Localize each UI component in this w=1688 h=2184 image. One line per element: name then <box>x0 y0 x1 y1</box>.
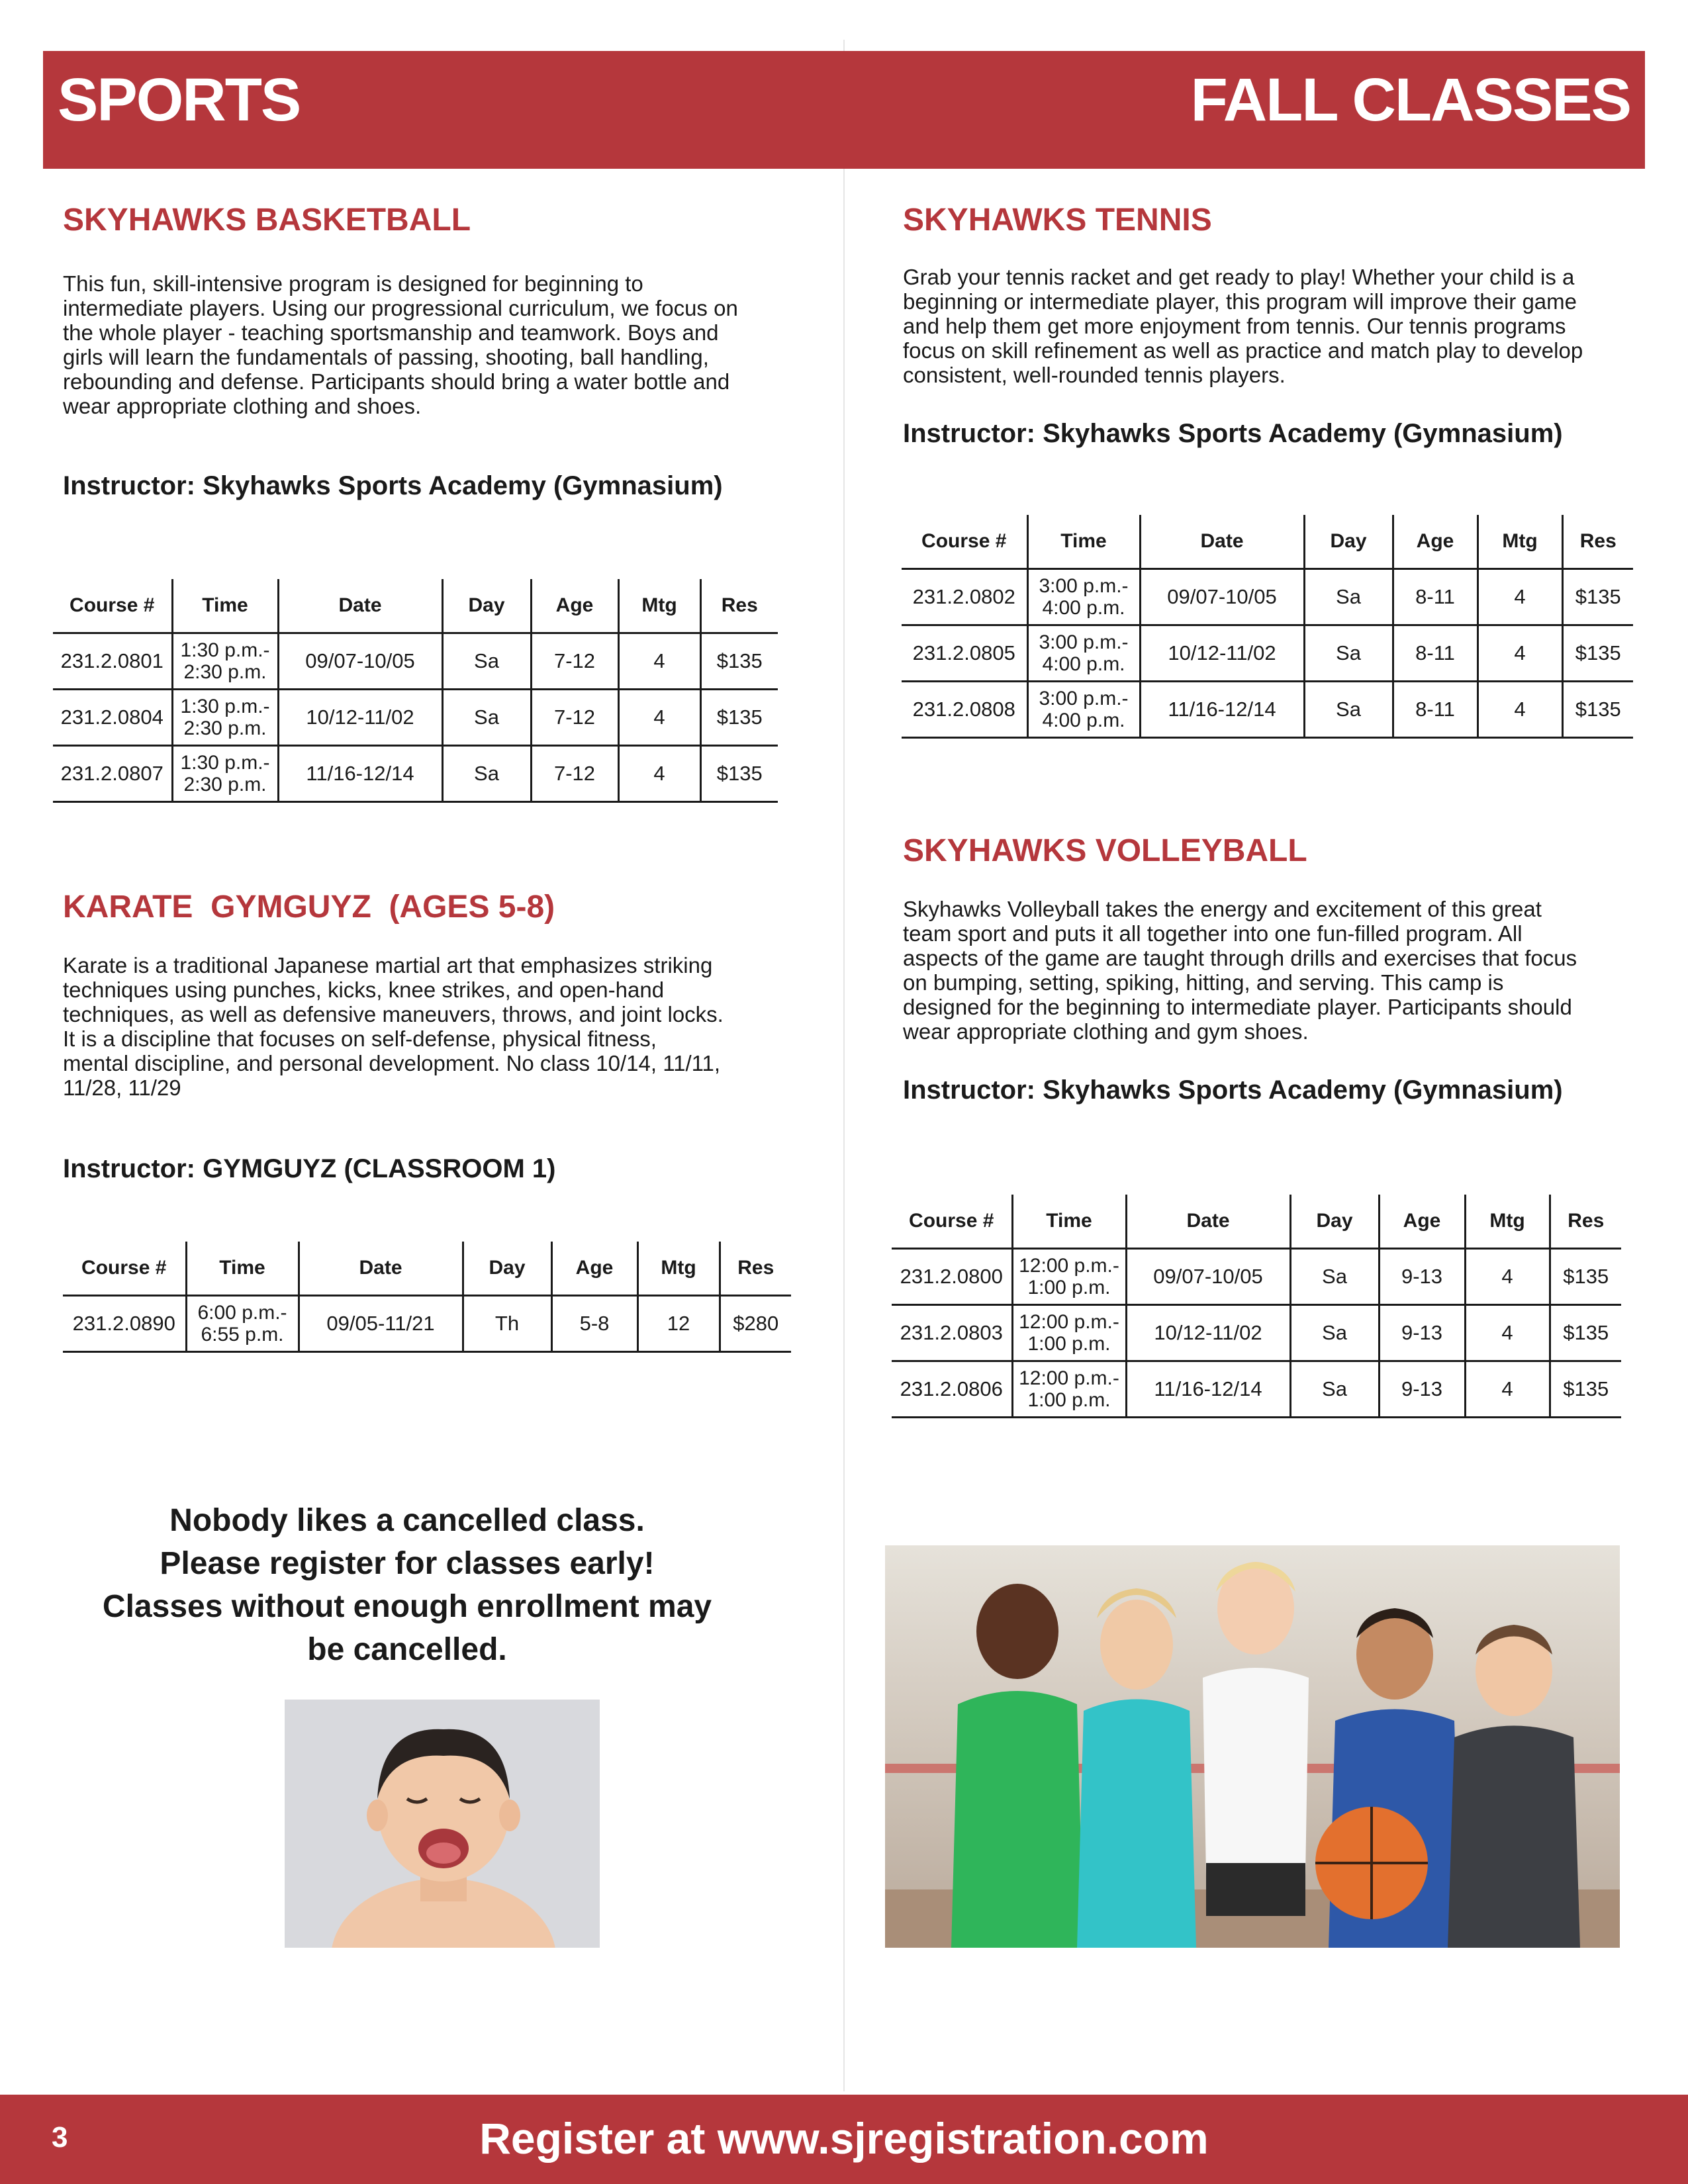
age-cell: 8-11 <box>1393 569 1477 625</box>
day-cell: Sa <box>442 746 531 802</box>
day-cell: Sa <box>1290 1305 1379 1361</box>
mtg-cell: 4 <box>1477 682 1562 738</box>
day-cell: Sa <box>442 690 531 746</box>
date-cell: 10/12-11/02 <box>1126 1305 1290 1361</box>
cancellation-notice <box>66 1499 748 1671</box>
time-end: 2:30 p.m. <box>183 717 267 739</box>
time-cell <box>1012 1249 1126 1305</box>
day-cell: Sa <box>1290 1249 1379 1305</box>
time-cell <box>1027 625 1140 682</box>
volleyball-title: SKYHAWKS VOLLEYBALL <box>903 833 1307 868</box>
res-cell: $135 <box>1550 1249 1621 1305</box>
col-header: Time <box>1012 1195 1126 1249</box>
notice-line: be cancelled. <box>307 1632 507 1667</box>
day-cell: Sa <box>1304 682 1393 738</box>
header-banner <box>43 51 1645 169</box>
col-header: Mtg <box>1465 1195 1550 1249</box>
tennis-description: Grab your tennis racket and get ready to play! Whether your child is a beginning or intermediate player, this program will improve their game and help them get more enjoyment from tennis. Our tennis programs focus on skill refinement as well as practice and match play to develop consistent, well-rounded tennis players. <box>903 265 1583 387</box>
mtg-cell: 4 <box>1477 569 1562 625</box>
time-cell <box>1027 682 1140 738</box>
time-end: 4:00 p.m. <box>1042 709 1125 731</box>
table-header-row <box>892 1195 1621 1249</box>
time-start: 1:30 p.m.- <box>180 639 270 661</box>
col-header: Date <box>1140 515 1304 569</box>
col-header: Mtg <box>1477 515 1562 569</box>
time-cell <box>172 633 278 690</box>
date-cell: 09/07-10/05 <box>1140 569 1304 625</box>
toddler-illustration <box>285 1700 600 1948</box>
col-header: Date <box>278 579 442 633</box>
col-header: Time <box>1027 515 1140 569</box>
course-cell: 231.2.0802 <box>902 569 1027 625</box>
col-header: Day <box>1304 515 1393 569</box>
col-header: Res <box>1562 515 1633 569</box>
basketball-section <box>63 202 758 501</box>
course-cell: 231.2.0803 <box>892 1305 1012 1361</box>
course-cell: 231.2.0807 <box>53 746 172 802</box>
table-header-row <box>53 579 778 633</box>
header-right-title: FALL CLASSES <box>1190 66 1630 134</box>
res-cell: $135 <box>1550 1361 1621 1418</box>
table-row <box>53 690 778 746</box>
tennis-title: SKYHAWKS TENNIS <box>903 203 1212 238</box>
course-cell: 231.2.0804 <box>53 690 172 746</box>
age-cell: 7-12 <box>531 746 618 802</box>
day-cell: Sa <box>1304 569 1393 625</box>
table-row <box>902 569 1633 625</box>
course-cell: 231.2.0800 <box>892 1249 1012 1305</box>
date-cell: 11/16-12/14 <box>1126 1361 1290 1418</box>
volleyball-description: Skyhawks Volleyball takes the energy and excitement of this great team sport and puts it all together into one fun-filled program. All aspects of the game are taught through drills and exercises that focus on bumping, setting, spiking, hitting, and serving. This camp is designed for the beginning to intermediate player. Participants should wear appropriate clothing and gym shoes. <box>903 897 1577 1044</box>
time-end: 2:30 p.m. <box>183 661 267 683</box>
time-end: 4:00 p.m. <box>1042 653 1125 675</box>
date-cell: 10/12-11/02 <box>1140 625 1304 682</box>
volleyball-table <box>892 1195 1621 1418</box>
register-link[interactable]: Register at www.sjregistration.com <box>479 2114 1209 2163</box>
footer-bar <box>0 2095 1688 2184</box>
date-cell: 11/16-12/14 <box>278 746 442 802</box>
table-header-row <box>902 515 1633 569</box>
time-start: 3:00 p.m.- <box>1039 688 1129 709</box>
mtg-cell: 4 <box>618 746 700 802</box>
date-cell: 09/07-10/05 <box>1126 1249 1290 1305</box>
table-row <box>892 1305 1621 1361</box>
notice-line: Classes without enough enrollment may <box>102 1589 712 1624</box>
date-cell: 09/07-10/05 <box>278 633 442 690</box>
col-header: Course # <box>909 1210 994 1232</box>
kids-illustration <box>885 1545 1620 1948</box>
karate-section <box>63 889 758 1184</box>
col-header: Age <box>1379 1195 1465 1249</box>
col-header: Course # <box>70 594 155 616</box>
time-cell <box>1027 569 1140 625</box>
col-header: Res <box>1550 1195 1621 1249</box>
table-row <box>902 625 1633 682</box>
res-cell: $135 <box>1562 682 1633 738</box>
time-end: 1:00 p.m. <box>1027 1333 1111 1355</box>
time-start: 1:30 p.m.- <box>180 696 270 717</box>
age-cell: 9-13 <box>1379 1305 1465 1361</box>
time-cell <box>186 1296 299 1352</box>
res-cell: $135 <box>1562 625 1633 682</box>
day-cell: Sa <box>1290 1361 1379 1418</box>
age-cell: 9-13 <box>1379 1249 1465 1305</box>
time-start: 12:00 p.m.- <box>1019 1311 1119 1333</box>
age-cell: 5-8 <box>551 1296 637 1352</box>
kids-group-photo <box>885 1545 1620 1948</box>
col-header: Age <box>531 579 618 633</box>
basketball-description: This fun, skill-intensive program is designed for beginning to intermediate players. Using our progressional curriculum, we focus on the whole player - teaching sportsmanship and teamwork. Boys and girls will learn the fundamentals of passing, shooting, ball handling, rebounding and defense. Participants should bring a water bottle and wear appropriate clothing and shoes. <box>63 271 738 418</box>
basketball-instructor: Instructor: Skyhawks Sports Academy (Gymnasium) <box>63 471 723 500</box>
table-row <box>63 1296 791 1352</box>
time-end: 1:00 p.m. <box>1027 1389 1111 1411</box>
res-cell: $135 <box>1550 1305 1621 1361</box>
col-header: Course # <box>921 530 1007 552</box>
time-start: 12:00 p.m.- <box>1019 1255 1119 1277</box>
course-cell: 231.2.0806 <box>892 1361 1012 1418</box>
tennis-instructor: Instructor: Skyhawks Sports Academy (Gymnasium) <box>903 419 1563 448</box>
col-header: Course # <box>81 1257 167 1279</box>
table-row <box>53 633 778 690</box>
res-cell: $280 <box>720 1296 791 1352</box>
time-start: 1:30 p.m.- <box>180 752 270 774</box>
basketball-title: SKYHAWKS BASKETBALL <box>63 203 471 238</box>
res-cell: $135 <box>700 690 778 746</box>
col-header: Day <box>1290 1195 1379 1249</box>
col-header: Mtg <box>618 579 700 633</box>
crying-toddler-photo <box>285 1700 600 1948</box>
time-start: 3:00 p.m.- <box>1039 631 1129 653</box>
notice-line: Nobody likes a cancelled class. <box>169 1503 645 1538</box>
course-cell: 231.2.0808 <box>902 682 1027 738</box>
col-header: Date <box>299 1242 463 1296</box>
volleyball-instructor: Instructor: Skyhawks Sports Academy (Gymnasium) <box>903 1075 1563 1105</box>
col-header: Time <box>172 579 278 633</box>
karate-description: Karate is a traditional Japanese martial art that emphasizes striking techniques using punches, kicks, knee strikes, and open-hand techniques, as well as defensive maneuvers, throws, and joint locks. It is a discipline that focuses on self-defense, physical fitness, mental discipline, and personal development. No class 10/14, 11/11, 11/28, 11/29 <box>63 953 724 1100</box>
table-row <box>892 1249 1621 1305</box>
mtg-cell: 4 <box>618 690 700 746</box>
col-header: Age <box>551 1242 637 1296</box>
table-row <box>902 682 1633 738</box>
time-cell <box>172 746 278 802</box>
karate-title: KARATE GYMGUYZ (AGES 5-8) <box>63 889 555 925</box>
course-cell: 231.2.0890 <box>63 1296 186 1352</box>
res-cell: $135 <box>700 746 778 802</box>
age-cell: 7-12 <box>531 690 618 746</box>
table-row <box>53 746 778 802</box>
table-header-row <box>63 1242 791 1296</box>
karate-instructor: Instructor: GYMGUYZ (CLASSROOM 1) <box>63 1154 556 1183</box>
tennis-section <box>903 202 1631 449</box>
col-header: Day <box>442 579 531 633</box>
time-end: 4:00 p.m. <box>1042 597 1125 619</box>
col-header: Date <box>1126 1195 1290 1249</box>
day-cell: Sa <box>1304 625 1393 682</box>
age-cell: 7-12 <box>531 633 618 690</box>
time-cell <box>1012 1361 1126 1418</box>
time-start: 6:00 p.m.- <box>197 1302 287 1324</box>
header-left-title: SPORTS <box>58 66 301 134</box>
page-number: 3 <box>52 2121 68 2154</box>
col-header: Res <box>720 1242 791 1296</box>
date-cell: 09/05-11/21 <box>299 1296 463 1352</box>
mtg-cell: 4 <box>1465 1361 1550 1418</box>
time-end: 6:55 p.m. <box>201 1324 284 1345</box>
volleyball-section <box>903 833 1631 1105</box>
course-cell: 231.2.0805 <box>902 625 1027 682</box>
notice-line: Please register for classes early! <box>160 1546 655 1581</box>
basketball-table <box>53 579 778 803</box>
col-header: Time <box>186 1242 299 1296</box>
age-cell: 8-11 <box>1393 682 1477 738</box>
col-header: Age <box>1393 515 1477 569</box>
time-start: 12:00 p.m.- <box>1019 1367 1119 1389</box>
time-cell <box>172 690 278 746</box>
time-end: 2:30 p.m. <box>183 774 267 796</box>
col-header: Day <box>463 1242 551 1296</box>
mtg-cell: 4 <box>1477 625 1562 682</box>
day-cell: Th <box>463 1296 551 1352</box>
table-row <box>892 1361 1621 1418</box>
col-header: Mtg <box>637 1242 720 1296</box>
column-divider <box>843 40 845 2091</box>
mtg-cell: 4 <box>1465 1305 1550 1361</box>
res-cell: $135 <box>700 633 778 690</box>
day-cell: Sa <box>442 633 531 690</box>
karate-table <box>63 1242 791 1353</box>
mtg-cell: 12 <box>637 1296 720 1352</box>
tennis-table <box>902 515 1633 739</box>
res-cell: $135 <box>1562 569 1633 625</box>
time-cell <box>1012 1305 1126 1361</box>
date-cell: 10/12-11/02 <box>278 690 442 746</box>
age-cell: 8-11 <box>1393 625 1477 682</box>
mtg-cell: 4 <box>1465 1249 1550 1305</box>
col-header: Res <box>700 579 778 633</box>
time-end: 1:00 p.m. <box>1027 1277 1111 1298</box>
mtg-cell: 4 <box>618 633 700 690</box>
course-cell: 231.2.0801 <box>53 633 172 690</box>
time-start: 3:00 p.m.- <box>1039 575 1129 597</box>
age-cell: 9-13 <box>1379 1361 1465 1418</box>
date-cell: 11/16-12/14 <box>1140 682 1304 738</box>
